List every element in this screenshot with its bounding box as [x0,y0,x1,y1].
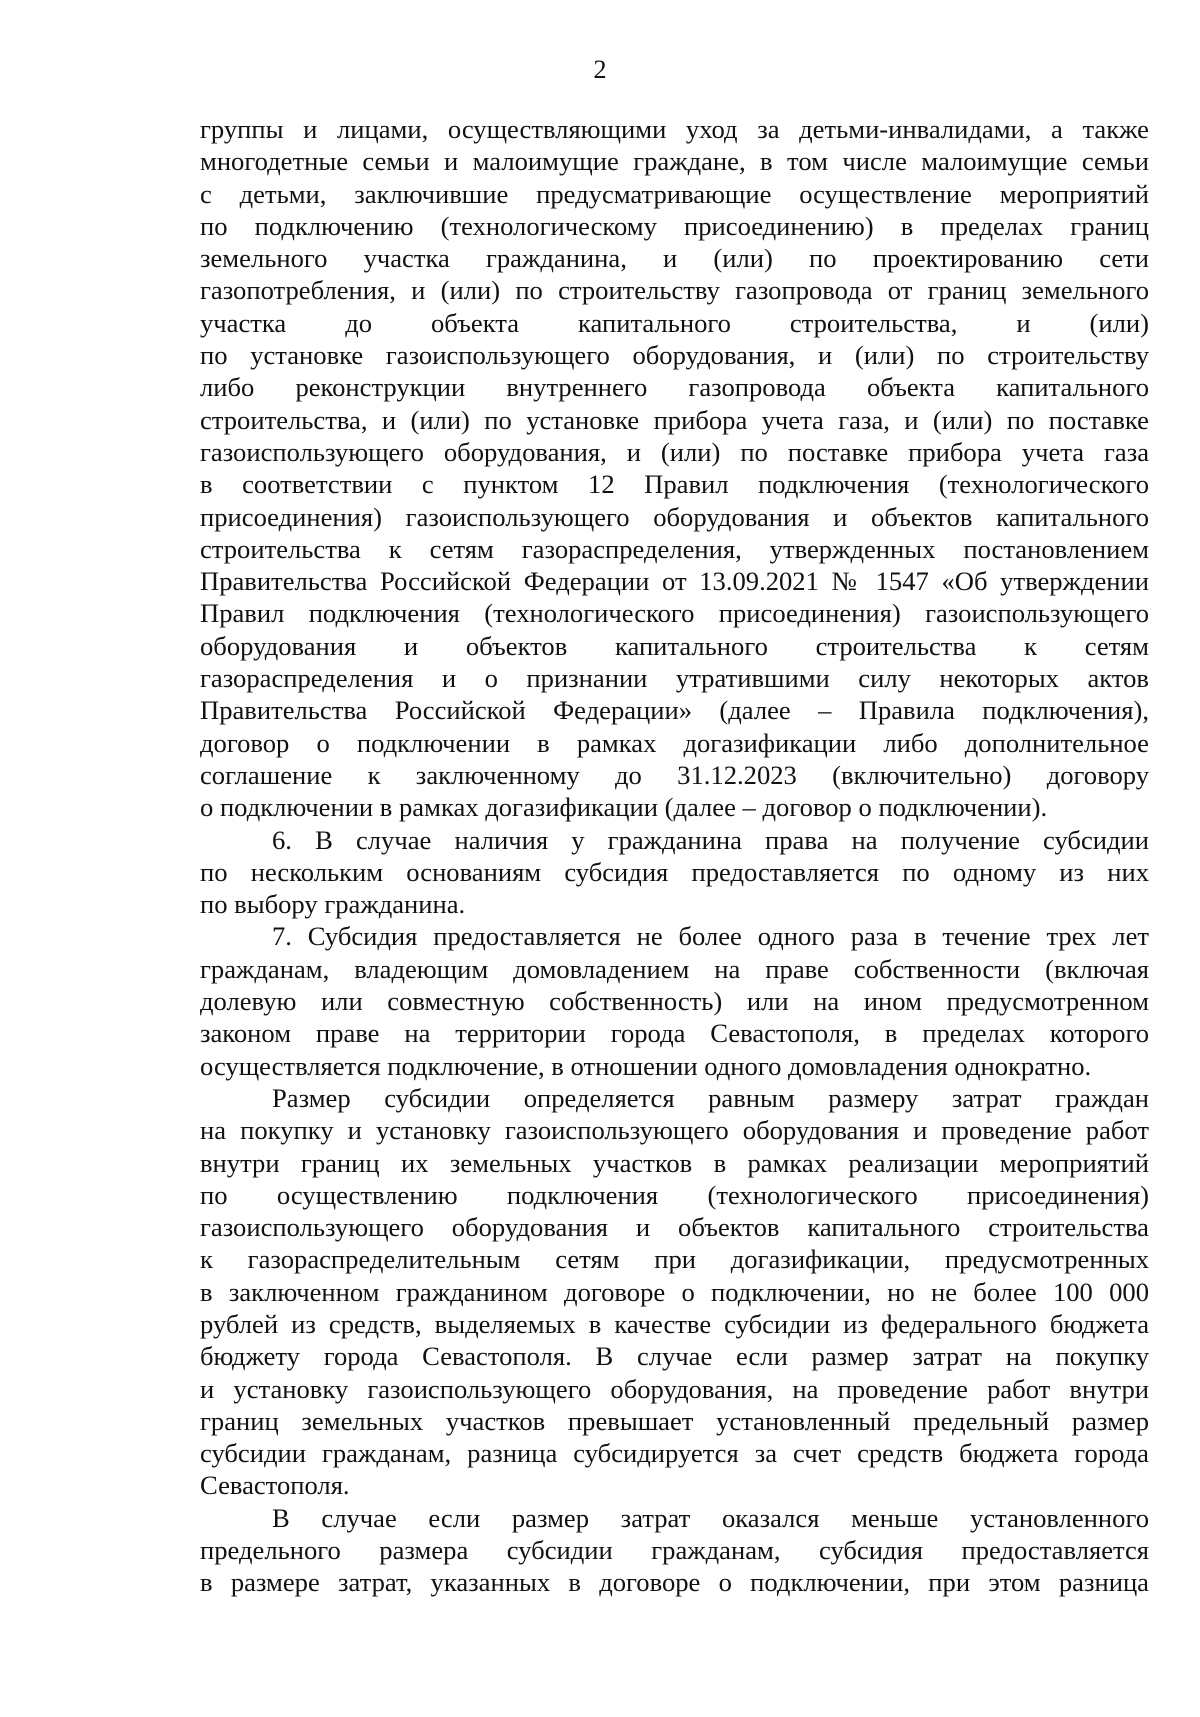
document-body [200,113,1149,1599]
paragraph-line: по подключению (технологическому присоединению) в пределах границ [200,210,1149,241]
paragraph-line: соглашение к заключенному до 31.12.2023 (включительно) договору [200,759,1149,790]
paragraph-line: договор о подключении в рамках догазификации либо дополнительное [200,727,1149,758]
paragraph-line: рублей из средств, выделяемых в качестве субсидии из федерального бюджета [200,1308,1149,1339]
paragraph-line: субсидии гражданам, разница субсидируется за счет средств бюджета города [200,1438,1149,1469]
paragraph-line: земельного участка гражданина, и (или) по проектированию сети [200,243,1149,274]
paragraph-line: Размер субсидии определяется равным размеру затрат граждан [272,1082,1149,1113]
paragraph-line: газораспределения и о признании утратившими силу некоторых актов [200,663,1149,694]
paragraph-line: и установку газоиспользующего оборудования, на проведение работ внутри [200,1373,1149,1404]
paragraph-line: строительства к сетям газораспределения, утвержденных постановлением [200,533,1149,564]
page-number: 2 [593,55,607,84]
paragraph-line: в размере затрат, указанных в договоре о подключении, при этом разница [200,1567,1149,1598]
paragraph-line: Правил подключения (технологического присоединения) газоиспользующего [200,598,1149,629]
paragraph-line: бюджету города Севастополя. В случае если размер затрат на покупку [200,1341,1149,1372]
paragraph-line: В случае если размер затрат оказался меньше установленного [272,1502,1149,1533]
paragraph-line: предельного размера субсидии гражданам, субсидия предоставляется [200,1535,1149,1566]
paragraph-line: к газораспределительным сетям при догазификации, предусмотренных [200,1244,1149,1275]
paragraph-line: газоиспользующего оборудования и объектов капитального строительства [200,1212,1149,1243]
paragraph-line: 7. Субсидия предоставляется не более одного раза в течение трех лет [272,921,1149,952]
paragraph-line: долевую или совместную собственность) или на ином предусмотренном [200,986,1149,1017]
paragraph-line: оборудования и объектов капитального строительства к сетям [200,630,1149,661]
paragraph-line: Севастополя. [200,1470,350,1501]
paragraph-line: по нескольким основаниям субсидия предоставляется по одному из них [200,856,1149,887]
paragraph-line: по осуществлению подключения (технологического присоединения) [200,1179,1149,1210]
paragraph-line: границ земельных участков превышает установленный предельный размер [200,1405,1149,1436]
paragraph-line: гражданам, владеющим домовладением на праве собственности (включая [200,953,1149,984]
paragraph-line: о подключении в рамках догазификации (далее – договор о подключении). [200,792,1048,823]
paragraph-line: внутри границ их земельных участков в рамках реализации мероприятий [200,1147,1149,1178]
paragraph-line: по установке газоиспользующего оборудования, и (или) по строительству [200,340,1149,371]
paragraph-line: в соответствии с пунктом 12 Правил подключения (технологического [200,469,1149,500]
paragraph-line: законом праве на территории города Севастополя, в пределах которого [200,1018,1149,1049]
paragraph-line: осуществляется подключение, в отношении одного домовладения однократно. [200,1050,1092,1081]
paragraph-line: присоединения) газоиспользующего оборудования и объектов капитального [200,501,1149,532]
paragraph-line: 6. В случае наличия у гражданина права на получение субсидии [272,824,1149,855]
paragraph-line: по выбору гражданина. [200,889,466,920]
paragraph-line: Правительства Российской Федерации от 13.09.2021 № 1547 «Об утверждении [200,566,1149,597]
paragraph-line: газопотребления, и (или) по строительству газопровода от границ земельного [200,275,1149,306]
paragraph-line: либо реконструкции внутреннего газопровода объекта капитального [200,372,1149,403]
paragraph-line: многодетные семьи и малоимущие граждане, в том числе малоимущие семьи [200,146,1149,177]
paragraph-line: строительства, и (или) по установке прибора учета газа, и (или) по поставке [200,404,1149,435]
paragraph-line: Правительства Российской Федерации» (далее – Правила подключения), [200,695,1149,726]
paragraph-line: в заключенном гражданином договоре о подключении, но не более 100 000 [200,1276,1149,1307]
paragraph-line: на покупку и установку газоиспользующего оборудования и проведение работ [200,1115,1149,1146]
paragraph-line: с детьми, заключившие предусматривающие осуществление мероприятий [200,178,1149,209]
paragraph-line: группы и лицами, осуществляющими уход за детьми-инвалидами, а также [200,114,1149,144]
paragraph-line: участка до объекта капитального строительства, и (или) [200,307,1149,338]
paragraph-line: газоиспользующего оборудования, и (или) по поставке прибора учета газа [200,436,1149,467]
